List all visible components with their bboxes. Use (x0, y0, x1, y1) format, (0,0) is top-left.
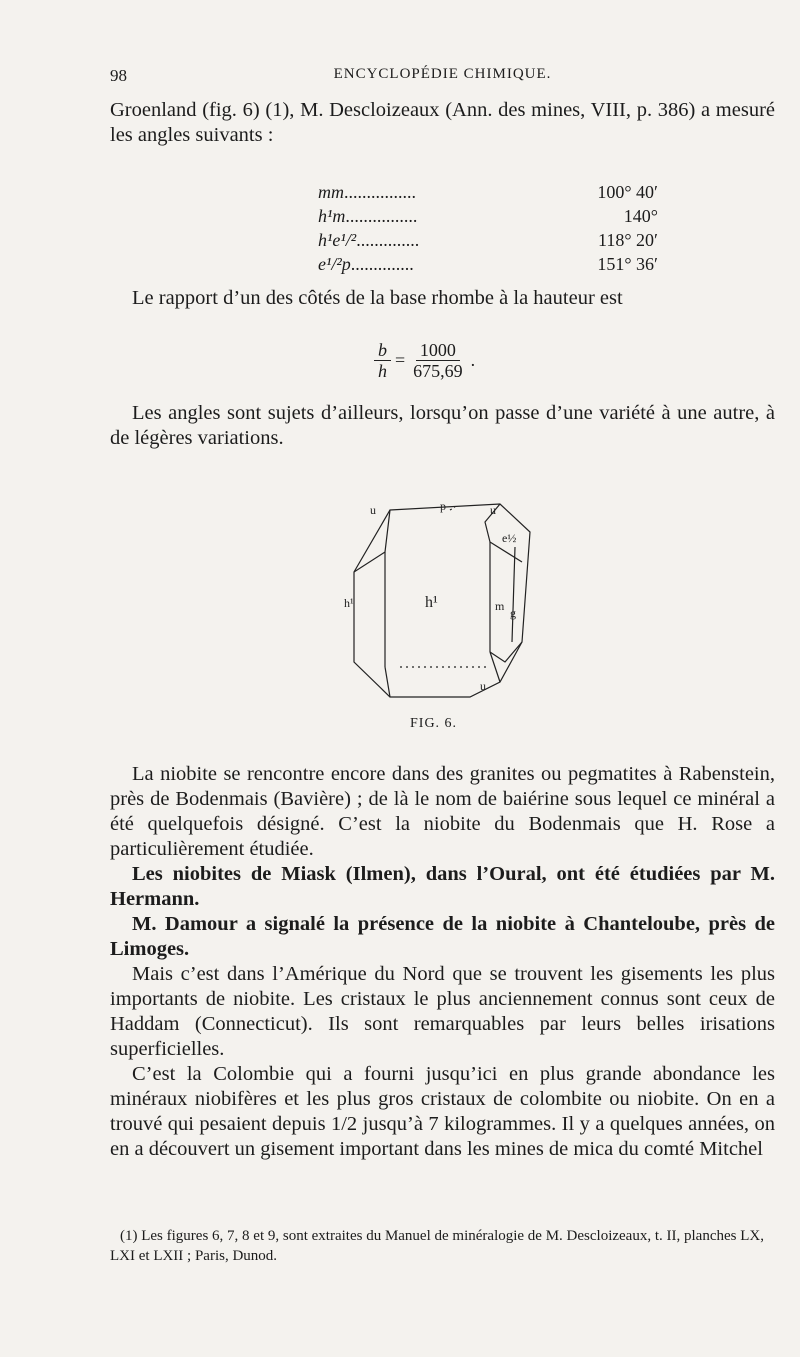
angle-symbol: e¹/²p (318, 254, 351, 274)
angle-table (318, 180, 658, 276)
formula-lhs-num: b (374, 340, 391, 361)
paragraph-miask: Les niobites de Miask (Ilmen), dans l’Oural, ont été étudiées par M. Hermann. (110, 863, 775, 910)
intro-paragraph (110, 98, 775, 148)
formula-rhs-den: 675,69 (413, 361, 463, 381)
page-number: 98 (110, 66, 127, 85)
footnote (110, 1226, 775, 1266)
formula-lhs-den: h (378, 361, 387, 381)
formula-rhs (409, 340, 467, 381)
label-e-half: e½ (502, 531, 517, 545)
leader-dots: ................ (344, 182, 416, 202)
label-h1-center: h¹ (425, 594, 438, 611)
angle-row (318, 252, 658, 276)
label-p: p (440, 499, 446, 513)
formula-lhs (374, 340, 391, 381)
ratio-formula (370, 340, 475, 381)
paragraph-rabenstein: La niobite se rencontre encore dans des granites ou pegmatites à Rabenstein, près de Bodenmais (Bavière) ; de là le nom de baiérine sous lequel ce minéral a été quelquefois désigné. C’est la niobite du Bodenmais que H. Rose a particulièrement étudiée. (110, 763, 775, 860)
page-header (110, 66, 775, 88)
variation-paragraph (110, 401, 775, 451)
formula-equals: = (395, 350, 406, 370)
label-h1-left: h¹ (344, 596, 354, 610)
label-u-right: u (490, 503, 496, 517)
crystal-figure (340, 492, 540, 712)
angle-value: 151° 36′ (597, 254, 658, 274)
angle-symbol: mm (318, 182, 344, 202)
label-u-bottom: u (480, 679, 486, 693)
figure-caption: FIG. 6. (410, 716, 458, 731)
angle-value: 100° 40′ (597, 182, 658, 202)
intro-text: Groenland (fig. 6) (1), M. Descloizeaux (Ann. des mines, VIII, p. 386) a mesuré les angles suivants : (110, 99, 775, 146)
label-g: g (510, 606, 516, 620)
leader-dots: ................ (345, 206, 418, 226)
footnote-text: (1) Les figures 6, 7, 8 et 9, sont extraites du Manuel de minéralogie de M. Descloizeaux, t. II, planches LX, LXI et LXII ; Paris, Dunod. (110, 1228, 764, 1264)
leader-dots: .............. (350, 254, 414, 274)
paragraph-damour: M. Damour a signalé la présence de la niobite à Chanteloube, près de Limoges. (110, 913, 775, 960)
paragraph-colombie: C’est la Colombie qui a fourni jusqu’ici en plus grande abondance les minéraux niobifères et les plus gros cristaux de colombite ou niobite. On en a trouvé qui pesaient depuis 1/2 jusqu’à 7 kilogrammes. Il y a quelques années, on en a découvert un gisement important dans les mines de mica du comté Mitchel (110, 1063, 775, 1160)
body-paragraphs (110, 762, 775, 1162)
ratio-paragraph (110, 286, 775, 311)
angle-value: 140° (623, 206, 658, 226)
paragraph-amerique: Mais c’est dans l’Amérique du Nord que se trouvent les gisements les plus importants de niobite. Les cristaux le plus anciennement connus sont ceux de Haddam (Connecticut). Ils sont remarquables par leurs belles irisations superficielles. (110, 963, 775, 1060)
variation-text: Les angles sont sujets d’ailleurs, lorsqu’on passe d’une variété à une autre, à de légères variations. (110, 402, 775, 449)
angle-symbol: h¹m (318, 206, 346, 226)
formula-end: . (470, 350, 476, 370)
angle-row (318, 228, 658, 252)
angle-row (318, 204, 658, 228)
angle-symbol: h¹e¹/² (318, 230, 357, 250)
angle-row (318, 180, 658, 204)
label-u-left: u (370, 503, 376, 517)
label-m: m (495, 599, 505, 613)
leader-dots: .............. (356, 230, 420, 250)
angle-value: 118° 20′ (598, 230, 658, 250)
running-title: ENCYCLOPÉDIE CHIMIQUE. (333, 66, 552, 82)
formula-rhs-num: 1000 (416, 340, 460, 361)
ratio-text: Le rapport d’un des côtés de la base rhombe à la hauteur est (132, 287, 623, 309)
